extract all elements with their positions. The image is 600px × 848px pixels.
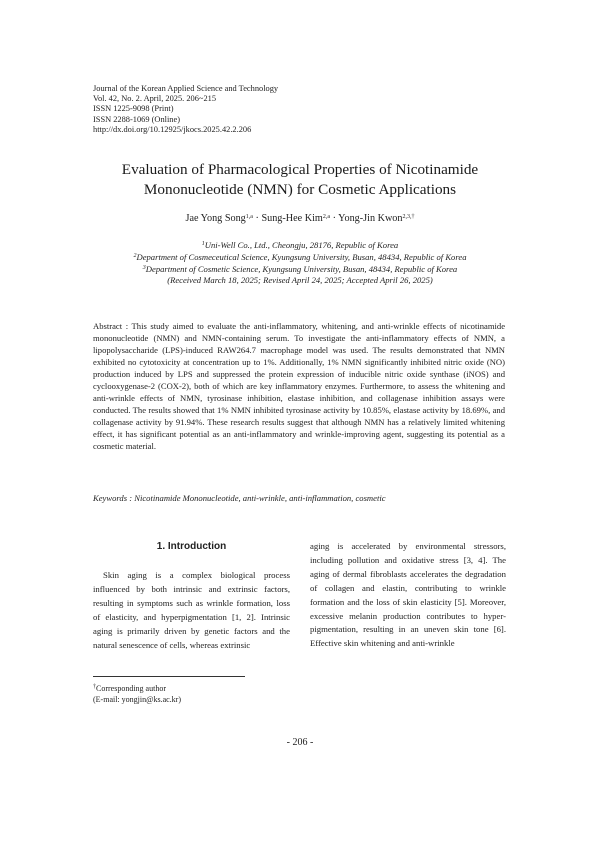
section-heading: 1. Introduction xyxy=(156,541,227,552)
title-line-1: Evaluation of Pharmacological Properties of Nicotinamide xyxy=(121,161,479,178)
journal-volume: Vol. 42, No. 2. April, 2025. 206~215 xyxy=(93,94,217,104)
author-name: Jae Yong Song xyxy=(185,213,246,224)
column-left xyxy=(93,540,290,652)
issn-print: ISSN 1225-9098 (Print) xyxy=(93,104,174,114)
keywords: Keywords : Nicotinamide Mononucleotide, anti-wrinkle, anti-inflammation, cosmetic xyxy=(93,493,386,503)
introduction-text-left: Skin aging is a complex biological process influenced by both intrinsic and extrinsic factors, resulting in symptoms such as wrinkle formation, loss of elasticity, and hyperpigmentation [1, 2]. Intrinsic aging is primarily driven by genetic factors and the natural senescence of cells, whereas extrinsic xyxy=(93,570,290,650)
corresponding-author: †Corresponding author xyxy=(93,684,166,693)
doi-link[interactable]: http://dx.doi.org/10.12925/jkocs.2025.42.2.206 xyxy=(93,124,252,134)
footnote xyxy=(93,683,181,705)
affiliation-superscript: 2 xyxy=(133,252,137,259)
introduction-text-right: aging is accelerated by environmental stressors, including pollution and oxidative stress [3, 4]. The aging of dermal fibroblasts accelerates the degradation of collagen and elastin, contributing to wrinkle formation and the loss of skin elasticity [5]. Moreover, excessive melanin production contributes to hyper-pigmentation, resulting in an uneven skin tone [6]. Effective skin whitening and anti-wrinkle xyxy=(310,541,506,649)
dagger-mark: † xyxy=(93,684,96,690)
footnote-divider xyxy=(93,676,245,677)
abstract-text: This study aimed to evaluate the anti-inflammatory, whitening, and anti-wrinkle effects of nicotinamide mononucleotide (NMN) and NMN-containing serum. To investigate the anti-inflammatory effects of NMN, a lipopolysaccharide (LPS)-induced RAW264.7 macrophage model was used. The results demonstrated that NMN exhibited no cytotoxicity at concentration up to 1%. Additionally, 1% NMN significantly inhibited nitric oxide (NO) production induced by LPS and suppressed the protein expression of inducible nitric oxide synthase (iNOS) and cyclooxygenase-2 (COX-2), both of which are key inflammatory enzymes. Furthermore, to assess the whitening and anti-wrinkle effects of NMN, tyrosinase inhibition, elastase inhibition, and collagenase inhibition assays were conducted. The results showed that 1% NMN inhibited tyrosinase activity by 10.85%, elastase activity by 18.69%, and collagenase activity by 91.94%. These research results suggest that although NMN has a relatively limited whitening effect, it has significant potential as an anti-inflammatory and wrinkle-improving agent, suggesting its potential as a cosmetic material. xyxy=(93,321,506,451)
title-line-2: Mononucleotide (NMN) for Cosmetic Applications xyxy=(143,180,457,198)
email-line[interactable]: (E-mail: yongjin@ks.ac.kr) xyxy=(93,695,182,705)
page-number: - 206 - xyxy=(286,737,314,748)
affiliations xyxy=(40,240,560,287)
author-name: Yong-Jin Kwon xyxy=(338,213,403,224)
journal-info xyxy=(93,84,278,135)
affiliation-3: $^3$Department of Cosmetic Science, Kyungsung University, Busan, 48434, Republic of Korea xyxy=(142,263,458,274)
affiliation-superscript: 1 xyxy=(201,241,205,247)
affiliation-superscript: 3 xyxy=(142,264,146,271)
author-separator: · xyxy=(330,213,339,224)
author-superscript: 1,a xyxy=(245,214,253,220)
affiliation-1: $^1$Uni-Well Co., Ltd., Cheongju, 28176, Republic of Korea xyxy=(201,240,399,250)
abstract xyxy=(93,320,505,452)
author-superscript: 2,a xyxy=(322,214,331,220)
author-name: Sung-Hee Kim xyxy=(261,213,323,224)
received-dates: (Received March 18, 2025; Revised April 24, 2025; Accepted April 26, 2025) xyxy=(167,275,433,286)
author-superscript: 2,3,† xyxy=(402,214,415,220)
abstract-label: Abstract : xyxy=(93,321,129,331)
author-separator: · xyxy=(252,213,262,224)
paper-title xyxy=(40,160,560,199)
column-right xyxy=(310,540,506,651)
journal-name: Journal of the Korean Applied Science and Technology xyxy=(93,84,279,93)
author-list xyxy=(40,213,560,224)
affiliation-2: $^2$Department of Cosmeceutical Science, Kyungsung University, Busan, 48434, Republic of Korea xyxy=(133,251,467,262)
issn-online: ISSN 2288-1069 (Online) xyxy=(93,114,181,124)
